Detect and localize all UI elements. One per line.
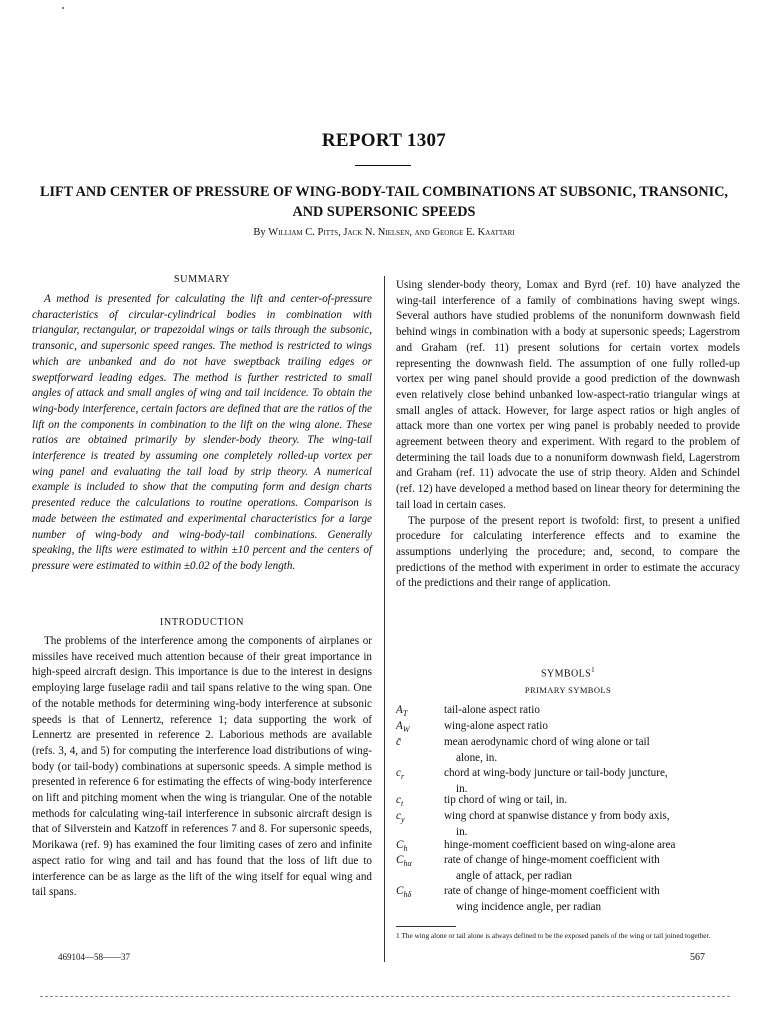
paper-title: LIFT AND CENTER OF PRESSURE OF WING-BODY-TAIL COMBINATIONS AT SUBSONIC, TRANSONIC, AND SUPERSONIC SPEEDS: [40, 184, 728, 220]
symbol-definition: [444, 719, 740, 735]
primary-symbols-heading: PRIMARY SYMBOLS: [524, 685, 612, 695]
right-column-text: [396, 278, 740, 592]
symbol-base: c: [396, 794, 401, 806]
symbol-subscript: y: [400, 815, 405, 825]
authors-prefix: By: [253, 227, 266, 238]
summary-paragraph: A method is presented for calculating the lift and center-of-pressure characteristics of circular-cylindrical bodies in combination with triangular, rectangular, or trapezoidal wings or tails through the subsonic, transonic, and supersonic speed ranges. The method is restricted to wings which are unbanked and do not have sweptback trailing edges or sweptforward leading edges. The method is further restricted to small angles of attack and small angles of wing and tail incidence. To obtain the wing-body interference, certain factors are defined that are the ratios of the lift on the components in combination to the lift on the wing alone. These ratios are obtained primarily by slender-body theory. The wing-tail interference is treated by assuming one completely rolled-up vortex per wing panel and evaluating the tail load by strip theory. A numerical example is included to show that the computing form and design charts presented reduce the calculations to routine operations. Comparison is made between the estimated and experimental characteristics for a large number of wing-body and wing-body-tail combinations. Generally speaking, the lifts were estimated to within ±10 percent and the centers of pressure were estimated to within ±0.02 of the body length.: [32, 293, 372, 572]
summary-heading: SUMMARY: [173, 274, 231, 285]
scan-speck: [62, 7, 64, 9]
definition-continuation: in.: [456, 825, 468, 838]
definition-line: chord at wing-body juncture or tail-body juncture,: [444, 767, 668, 779]
symbol-base: c: [396, 767, 401, 779]
symbol-base: c: [396, 810, 401, 822]
symbol-base: C: [396, 854, 404, 866]
print-code: 469104—58——37: [58, 952, 130, 962]
definition-line: tip chord of wing or tail, in.: [444, 794, 568, 806]
symbol: [396, 735, 442, 751]
symbol-definition: [444, 809, 740, 840]
definition-continuation: alone, in.: [456, 751, 498, 764]
footnote-rule: [396, 926, 456, 927]
symbol: [396, 884, 442, 903]
introduction-heading: INTRODUCTION: [159, 617, 245, 628]
symbol-base: C: [396, 885, 404, 897]
column-divider: [384, 276, 385, 962]
report-number: REPORT 1307: [321, 130, 447, 151]
definition-line: tail-alone aspect ratio: [444, 704, 540, 716]
definition-line: hinge-moment coefficient based on wing-alone area: [444, 839, 676, 851]
title-rule: [355, 165, 411, 166]
authors: William C. Pitts, Jack N. Nielsen, and George E. Kaattari: [268, 227, 515, 238]
definition-line: mean aerodynamic chord of wing alone or tail: [444, 736, 650, 748]
definition-line: rate of change of hinge-moment coefficient with: [444, 854, 660, 866]
introduction-text: [32, 634, 372, 901]
scan-edge-line: [40, 996, 730, 998]
symbol-subscript: r: [400, 772, 405, 782]
symbol-base: C: [396, 839, 404, 851]
definition-continuation: angle of attack, per radian: [456, 869, 572, 882]
symbol: [396, 853, 442, 872]
symbol-definition: [444, 884, 740, 915]
definition-line: rate of change of hinge-moment coefficient with: [444, 885, 660, 897]
symbol-base: A: [396, 704, 403, 716]
symbols-footnote-mark: 1: [591, 666, 595, 674]
symbols-heading: [396, 666, 740, 679]
symbol-base: c̄: [396, 736, 401, 748]
right-paragraph-2: The purpose of the present report is twofold: first, to present a unified procedure for calculating interference effects and to examine the assumptions underlying the procedure; and, second, to compare the predictions of the method with experiment in order to estimate the accuracy of the predictions and their range of application.: [396, 514, 740, 590]
symbol-subscript: t: [400, 799, 404, 809]
symbols-heading-text: SYMBOLS: [541, 668, 592, 680]
definition-line: wing chord at spanwise distance y from body axis,: [444, 810, 670, 822]
symbol-subscript: W: [402, 725, 410, 735]
symbol-definition: [444, 735, 740, 766]
symbol: [396, 766, 442, 785]
author-line: [0, 227, 768, 238]
definition-line: wing-alone aspect ratio: [444, 720, 548, 732]
right-paragraph-1: Using slender-body theory, Lomax and Byrd (ref. 10) have analyzed the wing-tail interference of a family of combinations having swept wings. Several authors have studied problems of the nonuniform downwash field behind wings in combination with a body at supersonic speeds; Lagerstrom and Graham (ref. 11) present solutions for certain vortex models representing the downwash field. The assumption of one fully rolled-up vortex per wing panel should provide a good prediction of the downwash even relatively close behind unbanked low-aspect-ratio triangular wings at small angles of attack. However, for large aspect ratios or high angles of attack more than one vortex per wing panel is probably needed to provide agreement between theory and experiment. With regard to the problem of determining the tail loads due to a nonuniform downwash field, Lagerstrom and Graham (ref. 11) advocate the use of strip theory. Alden and Schindel (ref. 12) have developed a method based on linear theory for determining the tail load in certain cases.: [396, 279, 740, 511]
definition-continuation: in.: [456, 782, 468, 795]
symbol-base: A: [396, 720, 403, 732]
symbol-definition: [444, 703, 740, 719]
page-number: 567: [690, 952, 705, 963]
introduction-paragraph: The problems of the interference among the components of airplanes or missiles have received much attention because of their great importance in high-speed aircraft design. This importance is due to the interest in designs employing large fuselage radii and tail spans relative to the wing span. One of the notable methods for determining wing-body interference at subsonic speeds is that of Lennertz, reference 1; data supporting the work of Lennertz are presented in reference 2. Laborious methods are available (refs. 3, 4, and 5) for computing the interference load distributions of wing-body (or tail-body) combinations at supersonic speeds. A simple method is presented in reference 6 for estimating the effects of wing-body interference on lift and pitching moment when the wing is triangular. One of the notable methods for calculating wing-tail interference in subsonic aircraft design is that of Silverstein and Katzoff in references 7 and 8. For supersonic speeds, Morikawa (ref. 9) has examined the four limiting cases of zero and infinite aspect ratio for wing and tail and has found that the loss of lift due to interference can be as large as the lift of the wing itself for equal wing and tail spans.: [32, 635, 372, 899]
symbol-subscript: hδ: [403, 890, 412, 900]
symbol-definition: [444, 853, 740, 884]
footnote: 1 The wing alone or tail alone is always defined to be the exposed panels of the wing or tail joined together.: [396, 931, 711, 940]
symbol: [396, 809, 442, 828]
symbol-definition: [444, 838, 740, 854]
definition-continuation: wing incidence angle, per radian: [456, 900, 602, 913]
symbol-subscript: hα: [403, 859, 412, 869]
symbol-definition: [444, 793, 740, 809]
symbol-subscript: T: [402, 709, 408, 719]
summary-text: [32, 292, 372, 575]
symbol-subscript: h: [403, 844, 408, 854]
